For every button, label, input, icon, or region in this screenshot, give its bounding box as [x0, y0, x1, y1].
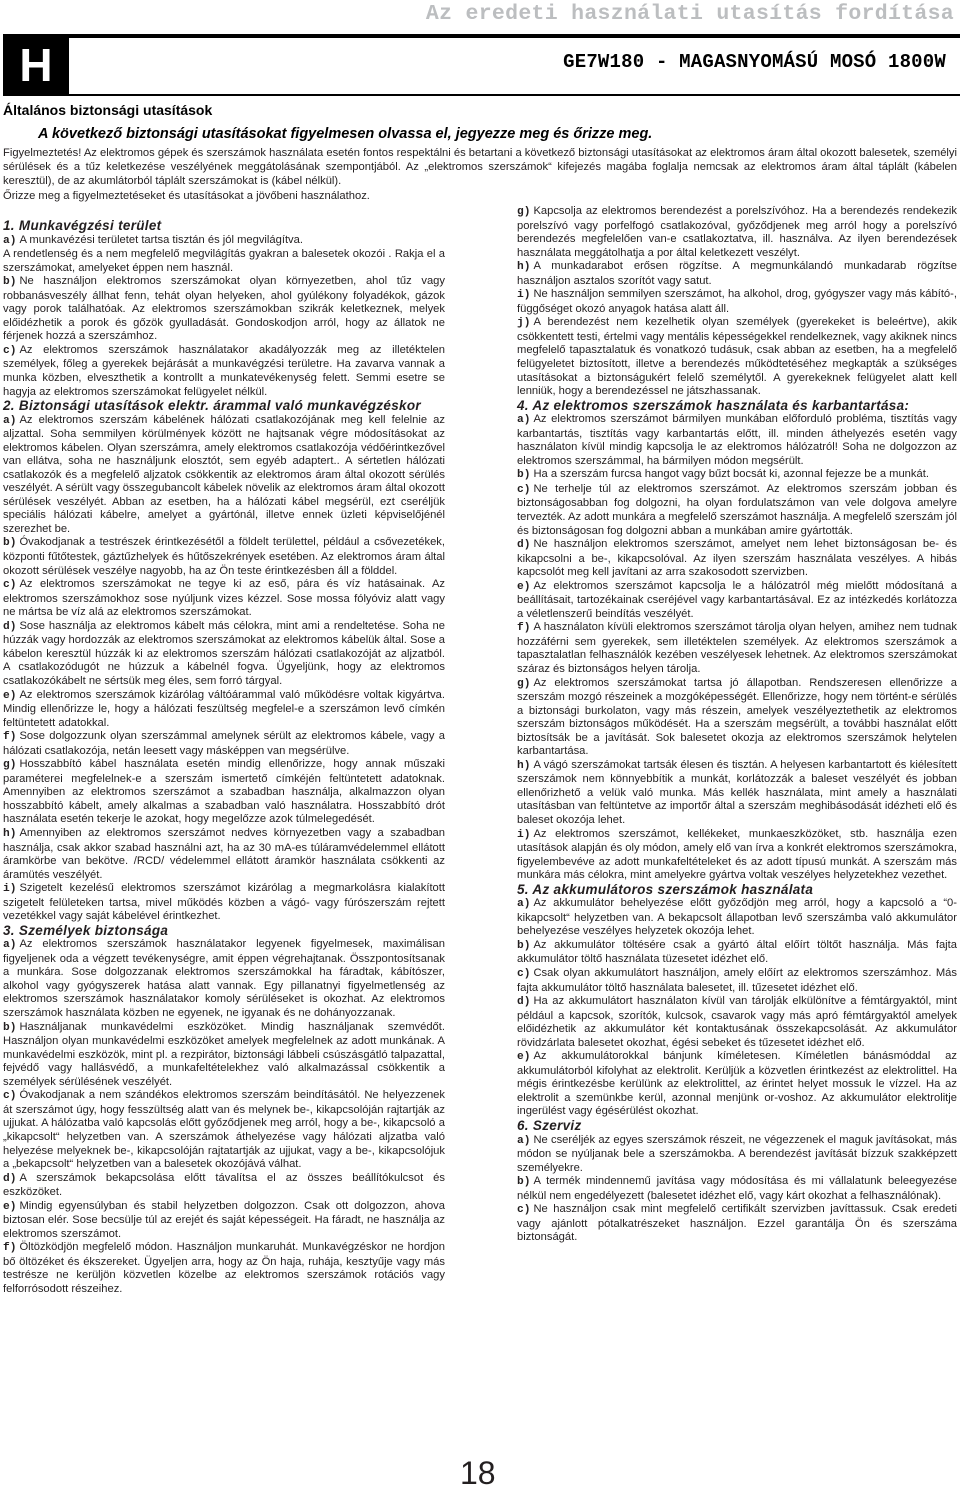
instruction-item: [3, 414, 445, 537]
item-text: A szerszámok bekapcsolása előtt távalítsa el az összes beállítókulcsot és eszközöket.: [3, 1171, 445, 1199]
item-text: Ha az akkumulátort használaton kívül van tárolják elkülönítve a fémtárgyaktól, mint például a kapcsok, szorítók, kulcsok, csavarok vagy más apró fémtárgyaktól amelyek előidézhetik az akkumulátor két kontaktusának összekapcsolását. Az akkumulátor rövidzárlata balesetet okozhat, égési sebeket és tűzesetet idézhet elő.: [517, 995, 957, 1049]
instruction-item: [3, 1241, 445, 1296]
item-label: b): [3, 1021, 17, 1034]
intro-paragraph: Figyelmeztetés! Az elektromos gépek és szerszámok használata esetén fontos respektálni és betartani a következő biztonsági utasításokat az elektromos áram által okozott balesetek, személyi sérülések és a tűz keletkezése veszélyének meggátolásának szempontjából. Az „elektromos szerszámok“ kifejezés magába foglalja nemcsak az elektromos áram által táplált (kábelen keresztül), de az akumlátorból táplált szerszámokat is (kábel nélkül).: [3, 147, 957, 188]
item-text: Kapcsolja az elektromos berendezést a porelszívóhoz. Ha a berendezés rendekezik porelszívó vagy porfelfogó csatlakozóval, győződjenek meg arról hogy a porelszívó berendezés megfelelően van-e csatlakoztatva, ill. használva. Az ilyen berendezések használata meggátolhatja a por által keletkezett veszélyt.: [517, 205, 957, 259]
item-label: d): [3, 620, 17, 633]
intro-paragraph: Őrizze meg a figyelmeztetéseket és utasításokat a jövőbeni használathoz.: [3, 189, 370, 202]
item-text: Sose dolgozzunk olyan szerszámmal amelynek sérült az elektromos kábele, vagy a hálózati csatlakozója, netán leesett vagy másképpen van megsérülve.: [3, 730, 445, 757]
instruction-item: [517, 468, 957, 483]
instruction-item: [3, 730, 445, 758]
instruction-item: [3, 882, 445, 924]
header-title: Az eredeti használati utasítás fordítása: [425, 2, 954, 26]
item-text: A munkavézési területet tartsa tisztán és jól megvilágítva.: [19, 233, 303, 246]
item-text: Csak olyan akkumulátort használjon, amely előírt az elektromos szerszámhoz. Más fajta akkumulátor töltő használata balesetet, ill. tűzesetet idézhet elő.: [517, 966, 957, 994]
instruction-item: [517, 677, 957, 759]
title-bar: [69, 34, 960, 96]
item-text: A vágó szerszámokat tartsák élesen és tisztán. A helyesen karbantartott és kiélesített szerszámok nem könnyebbítik a munkát, korlátozzák a baleset veszélyét és jobban ellenőrizhető a velük való munka. Más kellék használata, mint amely a használati utasításban van feltüntetve az importőr által a szerszám meghibásodását idézheti elő és baleset okozója lehet.: [517, 758, 957, 827]
item-text: Ha a szerszám furcsa hangot vagy bűzt bocsát ki, azonnal fejezze be a munkát.: [533, 468, 929, 481]
item-label: b): [517, 1176, 531, 1189]
item-label: b): [3, 276, 17, 289]
item-text: Ne használjon elektromos szerszámokat olyan környezetben, ahol tűz vagy robbanásveszély állhat fenn, tehát olyan helyeken, ahol gyúlékony folyadékok, gázok vagy porok találhatóak. Az elektromos szerszámokban szikrák keletkeznek, melyek előidézhetik a porok és gőzök gyulladását. Gondoskodjon arról, hogy az állatok ne férjenek hozzá a szerszámhoz.: [3, 275, 445, 343]
instruction-item: [517, 759, 957, 828]
page-number: 18: [460, 1455, 496, 1491]
title-bar-bottom-rule: [69, 94, 960, 96]
item-text: Az akkumulátorokkal bánjunk kíméletesen. Kíméletlen bánásmóddal az akkumulátorból kifolyhat az elektrolit. Kerüljük a közvetlen érintkezést az elektrolittel. Ha mégis érintkezésbe kerülünk az elektrolittel, az érintet helyet mossuk le vízzel. Ha az elektrolit a szemünkbe kerül, azonnal menjünk or-voshoz. Az akkumulátor elektrolitje ingerülést vagy égésérülést okozhat.: [517, 1050, 957, 1118]
item-text: A munkadarabot erősen rögzítse. A megmunkálandó munkadarab rögzítse használjon asztalos szorítót vagy satut.: [517, 260, 957, 287]
instruction-item: [517, 939, 957, 967]
instruction-item: [3, 689, 445, 731]
item-text: Hosszabbító kábel használata esetén mindig ellenőrizze, hogy annak műszaki paraméterei megfelelnek-e a szerszám ismertető címkéjén feltüntetett adatoknak. Amennyiben az elektromos szerszámot a szabadban használja, alkalmazzon olyan hosszabbító kábelt, amely alkalmas a szabadban való használatra. Hosszabbító drót használata esetén tekerje le azokat, hogy megelőzze azok túlmelegedését.: [3, 758, 445, 826]
item-label: a): [3, 939, 17, 952]
instruction-item: [3, 536, 445, 578]
item-label: d): [3, 1172, 17, 1185]
item-text: Ne használjon elektromos szerszámot, amelyet nem lehet biztonságosan be- és kikapcsolni a be-, kikapcsolóval. Az ilyen szerszám használata veszélyes. A hibás kapcsolót meg kell javítani az arra szakosodott szervizben.: [517, 538, 957, 579]
intro-text: [3, 146, 957, 203]
item-label: f): [3, 731, 17, 744]
paragraph: A rendetlenség és a nem megfelelő megvilágítás gyakran a balesetek okozói . Rakja el a szerszámokat, amelyeket éppen nem használ.: [3, 248, 445, 274]
item-label: i): [517, 289, 531, 302]
item-text: Az elektromos szerszámok használatakor legyenek figyelmesek, maximálisan figyeljenek oda a végzett tevékenységre, amit éppen végrehajtanak. Összpontosítsanak a munkára. Sose dolgozzanak elektromos szerszámokkal ha fáradtak, kábítószer, alkohol vagy gyógyszerek hatása alatt vannak. Egy pillanatnyi figyelmetlenség az elektromos szerszámok használatakor komoly sérüléseket is okozhat. Az elektromos szerszámok használata közben ne egyenek, ne igyanak és ne dohányozzanak.: [3, 938, 445, 1020]
instruction-item: [517, 260, 957, 288]
section-heading: 3. Személyek biztonsága: [3, 922, 169, 938]
item-text: Öltözködjön megfelelő módon. Használjon munkaruhát. Munkavégzéskor ne hordjon bő öltözéket és ékszereket. Ügyeljen arra, hogy az Ön haja, ruhája, kesztyűje vagy más testrésze ne kerüljön közvetlen közelbe az elektromos szerszámok rotációs vagy felforrósodott részeihez.: [3, 1241, 445, 1295]
item-text: Ne használjon semmilyen szerszámot, ha alkohol, drog, gyógyszer vagy más kábító-, függőséget okozó anyagok hatása alatt áll.: [517, 288, 957, 315]
instruction-item: [3, 620, 445, 689]
item-text: Az elektromos szerszám kábelének hálózati csatlakozójának meg kell felelnie az aljzattal. Soha semmilyen körülmények között ne hajtsanak végre módosításokat az elektromos kábelen. Olyan szerszámra, amely elektromos csatlakozója védőérintkezővel van ellátva, soha ne használjunk elosztót, sem egyéb adaptert.. A sértetlen hálózati csatlakozók és a megfelelő aljzatok csökkentik az elektromos áram által okozott sérülés veszélyét. A sérült vagy összegubancolt kábelek növelik az elektromos áram által okozott sérülések veszélyét. Abban az esetben, ha a hálózati kábel megsérül, ezt cseréljük speciális hálózati kábelre, amelyet a gyártónál, illetve ennek üzleti képviselőjénél szerezhet be.: [3, 413, 445, 535]
left-column: [3, 219, 445, 1297]
item-label: c): [3, 1090, 17, 1103]
item-label: f): [3, 1242, 17, 1255]
language-marker: H: [3, 34, 69, 96]
instruction-item: [517, 621, 957, 676]
item-text: Az elektromos szerszámok használatakor akadályozzák meg az illetéktelen személyek, főleg a gyerekek bejárását a munkavégzési területre. Ha zavarva vannak a munka közben, elveszthetik a kontrollt a munkatevékenység felett. Semmi esetre se hagyja az elektromos szerszámokat felügyelet nélkül.: [3, 343, 445, 398]
item-label: a): [517, 1134, 531, 1147]
item-label: e): [517, 1051, 531, 1064]
item-text: Ne használjon csak mint megfelelő certifikált szervizben javíttassuk. Csak eredeti vagy ajánlott pótalkatrészeket használjon. Ezzel garantálja Ön és szerszáma biztonságát.: [517, 1203, 957, 1244]
item-label: b): [3, 537, 17, 550]
instruction-item: [3, 827, 445, 882]
instruction-item: [3, 344, 445, 399]
item-label: a): [3, 234, 17, 247]
item-text: Szigetelt kezelésű elektromos szerszámot kizárólag a megmarkolásra kialakított szigetelt felületeken tartsa, mivel működés közben a vágó- vagy fúrószerszám rejtett vezetékkel vagy saját kábelével érintkezhet.: [3, 882, 445, 923]
section-heading: 5. Az akkumulátoros szerszámok használata: [517, 881, 814, 897]
item-label: i): [3, 883, 17, 896]
section-heading: 6. Szerviz: [517, 1118, 582, 1133]
instruction-item: [517, 1050, 957, 1119]
instruction-item: [517, 828, 957, 883]
instruction-item: [3, 275, 445, 344]
instruction-item: [3, 1089, 445, 1171]
item-text: Az elektromos szerszámot kapcsolja le a hálózatról még mielőtt módosítaná a beállításait, tartozékainak cseréjével vagy karbantartásával. Ez az intézkedés korlátozza a véletlenszerű beindítás veszélyét.: [517, 579, 957, 620]
item-label: j): [517, 317, 531, 330]
item-text: Óvakodjanak a nem szándékos elektromos szerszám beindításától. Ne helyezzenek át szerszámot úgy, hogy fesszültség alatt van és melynek be-, kikapcsolóján rajtartják az ujjukat. A hálózatba való kapcsolás előtt győződjenek meg arról, hogy a be-, kikapcsoló a „kikapcsolt“ helyzetben van. A szerszámok áthelyezése vagy hálózati aljzatba való helyezése melyeknek be-, kikapcsolóján rajtatartják az ujjukat, vagy a be-, kikapcsolójuk a „bekapcsolt“ helyzetben van a balesetek okozójává válhat.: [3, 1089, 445, 1171]
item-text: Ne cseréljék az egyes szerszámok részeit, ne végezzenek el maguk javításokat, más módon se nyúljanak bele a szerszámokba. A berendezést javítását bízzuk szakképzett személyekre.: [517, 1133, 957, 1174]
item-label: d): [517, 539, 531, 552]
section-title: Általános biztonsági utasítások: [3, 102, 213, 118]
instruction-item: [3, 758, 445, 827]
page-header: [0, 0, 960, 34]
item-label: h): [517, 261, 531, 274]
instruction-item: [517, 483, 957, 538]
instruction-item: [3, 578, 445, 620]
item-text: A berendezést nem kezelhetik olyan személyek (gyerekeket is beleértve), akik csökkentett testi, értelmi vagy mentális képességekkel rendelkeznek, vagy akiknek nincs megfelelő tapasztalatuk és vonatkozó tudásuk, csak abban az esetben, ha a megfelelő felügyeletet biztosított, illetve a berendezés működtetéséhez megkapták a szükséges utasításokat a biztonságukért felelő személytől. A gyerekeknek felügyelet alatt kell lenniük, hogy a berendezéssel ne játszhassanak.: [517, 316, 957, 398]
instruction-item: [517, 205, 957, 260]
item-text: Az elektromos szerszámokat ne tegye ki az eső, pára és víz hatásainak. Az elektromos szerszámokhoz sose nyúljunk vizes kézzel. Sose mossa fólyóviz alatt vagy ne mártsa be víz alá az elektromos szerszámokat.: [3, 578, 445, 619]
item-text: Az elektromos szerszámokat tartsa jó állapotban. Rendszeresen ellenőrizze a szerszám mozgó részeinek a mozgóképességét. Ellenőrizze, hogy nem történt-e sérülés a biztonsági burkolaton, vagy más részein, amelyek veszélyeztethetik az elektromos szerszám biztonságos működését. Ha a szerszám megsérült, a további használat előtt biztosítsák be a javítását. Sok balesetet okozja az elektromos szerszámok helytelen karbantartása.: [517, 676, 957, 758]
section-heading: 1. Munkavégzési terület: [3, 218, 162, 233]
item-label: c): [3, 344, 17, 357]
instruction-item: [517, 538, 957, 580]
item-label: c): [517, 1204, 531, 1217]
item-label: a): [517, 414, 531, 427]
model-title: GE7W180 - MAGASNYOMÁSÚ MOSÓ 1800W: [563, 51, 946, 73]
item-label: a): [517, 898, 531, 911]
item-label: f): [517, 622, 531, 635]
item-text: Mindig egyensúlyban és stabil helyzetben dolgozzon. Csak ott dolgozzon, ahova biztosan elér. Sose becsülje túl az erejét és saját képességeit. Ha fáradt, ne használja az elektromos szerszámot.: [3, 1199, 445, 1240]
instruction-item: [517, 897, 957, 939]
instruction-item: [517, 580, 957, 622]
instruction-item: [3, 234, 445, 249]
instruction-item: [3, 1021, 445, 1090]
item-text: Az akkumulátor töltésére csak a gyártó által előírt töltőt használja. Más fajta akkumulátor töltő használata tüzesetet idézhet elő.: [517, 938, 957, 966]
section-heading: 4. Az elektromos szerszámok használata és karbantartása:: [517, 397, 910, 413]
item-text: A termék mindennemű javítása vagy módosítása és mi vállalatunk beleegyezése nélkül nem engedélyezett (balesetet idézhet elő, vagy kárt okozhat a felhasználónak).: [517, 1175, 957, 1202]
title-bar-top-rule: [69, 34, 960, 38]
item-text: A használaton kívüli elektromos szerszámot tárolja olyan helyen, amihez nem tudnak hozzáférni sem gyerekek, sem illetéktelen személyek. Az elektromos szerszámok a tapasztalatlan felhasználók kezében veszélyesek lehetnek. Az elektromos szerszámokat száraz és biztonságos helyen tárolja.: [517, 621, 957, 675]
instruction-item: [3, 938, 445, 1020]
item-text: Az elektromos szerszámot bármilyen munkában előforduló probléma, tisztítás vagy karbantartás, tisztítás vagy karbantartás előtt, ill. minden áthelyezés esetén vagy használaton kívül mindig kapcsolja le az elektromos hálózatról! Soha ne dolgozzon az elektromos szerszámmal, ha bármilyen módon megsérült.: [517, 413, 957, 467]
item-label: g): [3, 759, 17, 772]
item-text: Az elektromos szerszámot, kellékeket, munkaeszközöket, stb. használja ezen utasítások alapján és oly módon, amely elő van írva a konkrét elektromos szerszámokra, figyelembevéve az adott munkafeltételeket és az adott típusú munkát. A szerszám más munkára más célokra, mint amelyekre gyártva voltak veszélyes helyzetekhez vezethet.: [517, 827, 957, 882]
item-label: e): [517, 580, 531, 593]
item-text: Az elektromos szerszámok kizárólag váltóárammal való működésre voltak kigyártva. Mindig ellenőrizze le, hogy a hálózati feszültség megfelel-e a szerszámon levő címkén feltüntetett adatokkal.: [3, 688, 445, 729]
item-text: Óvakodjanak a testrészek érintkezésétől a földelt területtel, például a csővezetékek, központi fűtőtestek, gáztűzhelyek és hűtőszekrények esetében. Az elektromos áram által okozott sérülések veszélye nagyobb, ha az Ön teste érintkezésben áll a földdel.: [3, 536, 445, 577]
instruction-item: [517, 995, 957, 1050]
item-label: a): [3, 414, 17, 427]
item-label: c): [3, 579, 17, 592]
instruction-item: [517, 1175, 957, 1203]
item-label: c): [517, 967, 531, 980]
item-text: Az akkumulátor behelyezése előtt győződjön meg arról, hogy a kapcsoló a “0-kikapcsolt“ helyzetben van. A bekapcsolt állapotban levő szerszámba való akkumulátor behelyezése veszélyes helyzetek okozója lehet.: [517, 897, 957, 938]
item-text: Használjanak munkavédelmi eszközöket. Mindig használjanak szemvédőt. Használjon olyan munkavédelmi eszközöket amelyek megfelelnek az adott munkának. A munkavédelmi eszközök, mint pl. a rezpirátor, biztonsági lábbeli csúszásgátló talpazattal, fejvédő vagy hallásvédő, a munkafeltételekhez való alkalmazással csökkentik a személyek sérülésének veszélyét.: [3, 1020, 445, 1088]
instruction-item: [517, 1134, 957, 1176]
instruction-item: [517, 288, 957, 316]
item-label: g): [517, 206, 531, 218]
right-column: [517, 205, 957, 1245]
item-label: d): [517, 996, 531, 1009]
instruction-item: [517, 967, 957, 995]
item-text: Amennyiben az elektromos szerszámot nedves környezetben vagy a szabadban használja, csak akkor szabad használni azt, ha az 30 mA-es túláramvédelemmel ellátott áramkörbe van bekötve. /RCD/ védelemmel ellátott áramkör használata csökkenti az áramütés veszélyét.: [3, 826, 445, 881]
item-label: c): [517, 483, 531, 496]
item-label: e): [3, 1200, 17, 1213]
item-label: h): [3, 827, 17, 840]
item-label: b): [517, 469, 531, 482]
item-text: Ne terhelje túl az elektromos szerszámot. Az elektromos szerszám jobban és biztonságosabban fog dolgozni, ha olyan fordulatszámon van vele dolgova amelyre tervezték. Az adott munkára a megfelelő szerszámot használja. A megfelelő szerszám jól és biztonságosan fog dolgozni abban a munkában amire gyártották.: [517, 482, 957, 537]
item-label: e): [3, 689, 17, 702]
item-label: b): [517, 939, 531, 952]
instruction-item: [517, 316, 957, 398]
lead-sentence: A következő biztonsági utasításokat figyelmesen olvassa el, jegyezze meg és őrizze meg.: [38, 126, 653, 142]
item-label: h): [517, 759, 531, 772]
item-text: Sose használja az elektromos kábelt más célokra, mint ami a rendeltetése. Soha ne húzzák vagy hordozzák az elektromos szerszámokat az elektromos kábelük által. Sose a kábelon keresztül húzzák ki az elektromos szerszám hálózati csatlakozóját az aljzatból. A csatlakozódugót ne húzzuk a kábelnél fogva. Ügyeljünk, hogy az elektromos csatlakozókábelt ne sértsük meg éles, sem forró tárgyal.: [3, 619, 445, 687]
instruction-item: [3, 1200, 445, 1242]
section-heading: 2. Biztonsági utasítások elektr. árammal való munkavégzéskor: [3, 398, 421, 414]
instruction-item: [3, 1172, 445, 1200]
item-label: i): [517, 828, 531, 841]
instruction-item: [517, 1203, 957, 1245]
item-label: g): [517, 677, 531, 690]
instruction-item: [517, 413, 957, 468]
